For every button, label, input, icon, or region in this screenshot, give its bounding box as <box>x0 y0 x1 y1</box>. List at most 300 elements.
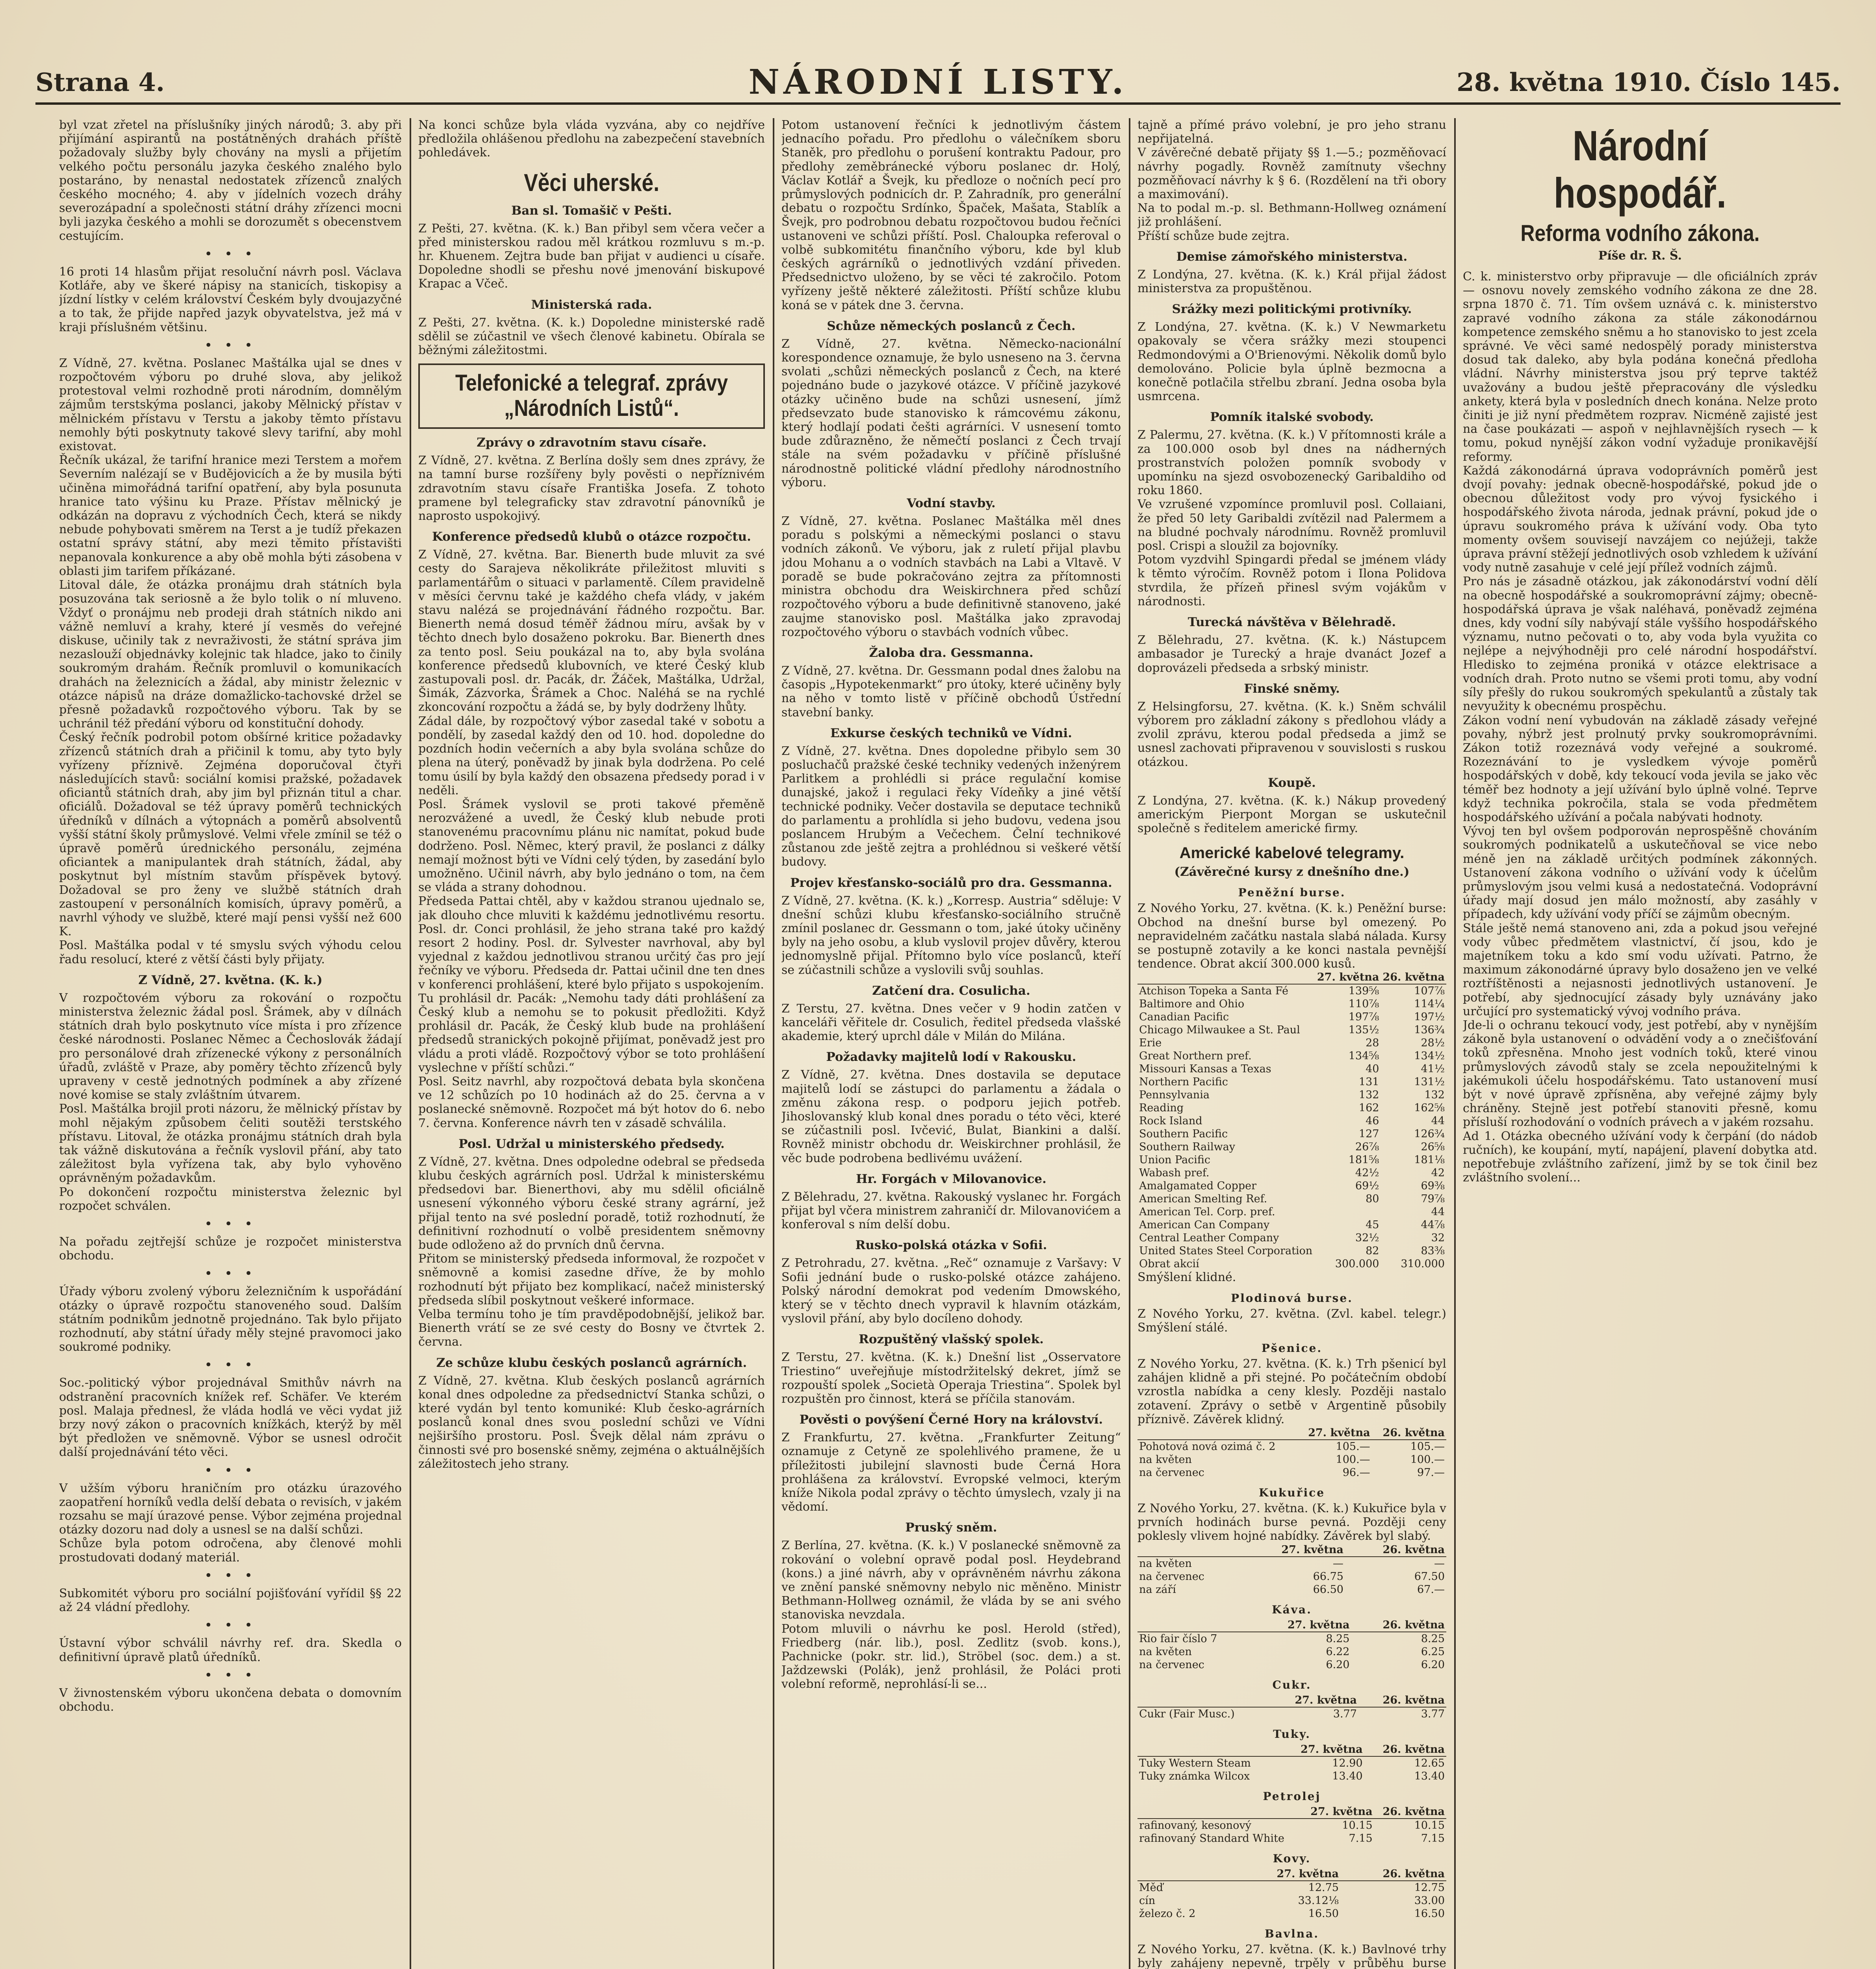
table-row <box>1137 1453 1446 1466</box>
article-paragraph: Na konci schůze byla vláda vyzvána, aby co nejdříve předložila ohlášenou předlohu na zabezpečení stavebních pohledávek. <box>418 118 765 160</box>
article-subheading: Finské sněmy. <box>1244 681 1340 696</box>
table-cell-value: 26⅞ <box>1355 1141 1379 1153</box>
article-subheading: Požadavky majitelů lodí v Rakousku. <box>826 1050 1076 1064</box>
article-paragraph: Z Vídně, 27. května. (K. k.) „Korresp. Austria“ sděluje: V dnešní schůzi klubu křesťansko-sociálního stručně zmínil poslanec dr. Gessmann o tom, jaké útoky učiněny byly na jeho osobu, a klub vyslovil projev důvěry, kterou jednomyslně přijal. Přítomno bylo více poslanců, kteří se zúčastnili schůze a vyslovili svůj souhlas. <box>781 894 1121 977</box>
newspaper-title: NÁRODNÍ LISTY. <box>748 62 1128 102</box>
table-row-label: Northern Pacific <box>1139 1076 1228 1088</box>
table-header-row <box>1137 1694 1446 1707</box>
table-row <box>1137 1062 1446 1075</box>
table-cell-value: 66.75 <box>1313 1570 1343 1583</box>
table-row-label: Baltimore and Ohio <box>1139 998 1245 1010</box>
article-subheading: Demise zámořského ministerstva. <box>1176 249 1408 264</box>
section-heading: Věci uherské. <box>524 169 659 197</box>
article-subheading: Srážky mezi politickými protivníky. <box>1172 302 1412 317</box>
coffee-table <box>1137 1619 1446 1671</box>
article-paragraph: Posl. Šrámek vyslovil se proti takové přeměně nerozvážené a uvedl, že Český klub nebude proti stanovenému pracovnímu plánu nic namítat, pokud bude dodrženo. Posl. Němec, který pravil, že poslanci z dálky nemají možnost býti ve Vídni celý týden, by zasedání bylo umožněno. Učinil návrh, aby bylo jednáno o tom, na čem se vláda a strany dohodnou. <box>418 797 765 895</box>
article-paragraph: Z Nového Yorku, 27. května. (K. k.) Peněžní burse: Obchod na dnešní burse byl omezený. Po nepravidelném začátku nastala slabá nálada. Kursy se postupně zotavily a ke konci nastala pevnější tendence. Obrat akcií 300.000 kusů. <box>1137 901 1446 971</box>
masthead <box>35 59 1841 105</box>
article-paragraph: Z Bělehradu, 27. května. Rakouský vyslanec hr. Forgách přijat byl včera ministrem zahraničí dr. Milovanovićem a konferoval s ním delší dobu. <box>781 1190 1121 1232</box>
table-header-cell: 27. května <box>1302 1805 1374 1819</box>
article-paragraph: Z Vídně, 27. května. Bar. Bienerth bude mluvit za své cesty do Sarajeva několikráte přiležitost mluviti s parlamentářům o situaci v parlamentě. Cílem pravidelně v měsíci červnu také je každého chefa vlády, v jakém stavu nalézá se projednávání řádného rozpočtu. Bar. Bienerth nemá dosud téměř žádnou míru, avšak by v těchto dnech bylo dosaženo pokroku. Bar. Bienerth dnes za tento posl. Seiu poukázal na to, aby byla svolána konference předsedů klubovních, ve které Český klub zastupovali posl. dr. Pacák, dr. Žáček, Maštálka, Udržal, Šimák, Zázvorka, Šrámek a Choc. Naléhá se na rychlé zkoncování rozpočtu a žádá se, by byly dodrženy lhůty. <box>418 548 765 714</box>
table-cell-value: 45 <box>1366 1219 1379 1231</box>
table-header-cell <box>1137 1805 1302 1819</box>
article-paragraph: Z Vídně, 27. května. Dnes dostavila se deputace majitelů lodí se zástupci do parlamentu a žádala o změnu zákona resp. o podporu jejich potřeb. Jihoslovanský klub konal dnes poradu o této věci, které se zúčastnili posl. Ivčević, Bulat, Biankini a další. Rovněž ministr obchodu dr. Weiskirchner prohlásil, že věc bude podrobena bedlivému uvážení. <box>781 1068 1121 1165</box>
table-row-label: Pohotová nová ozimá č. 2 <box>1139 1440 1276 1453</box>
table-cell-value: 12.65 <box>1414 1757 1445 1769</box>
table-row <box>1137 1049 1446 1062</box>
article-subheading: Pověsti o povýšení Černé Hory na království. <box>799 1413 1103 1427</box>
table-row-label: Atchison Topeka a Santa Fé <box>1139 985 1289 997</box>
article-paragraph: Potom mluvili o návrhu ke posl. Herold (střed), Friedberg (nár. lib.), posl. Zedlitz (svob. kons.), Pachnicke (pokr. str. lid.), Ströbel (soc. dem.) a st. Jaždzewski (Polák), jenž prohlásil, že Poláci proti volební reformě, neprohlásí-li se... <box>781 1622 1121 1691</box>
table-row-label: American Smelting Ref. <box>1139 1193 1267 1205</box>
table-cell-value: 126¾ <box>1414 1128 1445 1140</box>
separator: • • • <box>204 1357 256 1373</box>
table-row-label: Tuky Western Steam <box>1139 1757 1251 1769</box>
table-cell-value: 6.25 <box>1421 1645 1445 1658</box>
table-cell-value: 82 <box>1366 1245 1379 1257</box>
table-row <box>1137 984 1446 997</box>
table-row-label: na červenec <box>1139 1658 1204 1671</box>
article-paragraph: Z Vídně, 27. května. Dnes dopoledne přibylo sem 30 posluchačů pražské české techniky vedených inženýrem Parlitkem a prohlédli si práce regulační komise dunajské, jakož i regulaci řeky Vídeňky a jiné větší technické podniky. Večer dostavila se deputace techniků do parlamentu a prohlídla si jeho budovu, vedena jsou poslancem Hrubým a Večechem. Čelní technikové zůstanou zde ještě zejtra a prohlédnou si veškeré větší budovy. <box>781 744 1121 869</box>
table-cell-value: 13.40 <box>1332 1770 1363 1782</box>
table-row <box>1137 1257 1446 1270</box>
article-paragraph: Z Vídně, 27. května. Klub českých poslanců agrárních konal dnes odpoledne za předsednictví Stanka schůzi, o které vydán byl tento komuniké: Klub česko-agrárních poslanců konal dnes svou poslední schůzi ve Vídni nejširšího prostoru. Posl. Švejk dělal nám zprávu o činnosti své pro bosenské sněmy, zejména o aktuálnějších záležitostech jeho strany. <box>418 1374 765 1471</box>
article-paragraph: Z Bělehradu, 27. května. (K. k.) Nástupcem ambasador je Turecký a hraje dvanáct Jozef a doprovázeli předseda a srbský ministr. <box>1137 633 1446 675</box>
column-4 <box>1137 118 1446 1969</box>
article-subheading: Vodní stavby. <box>907 496 996 511</box>
table-header-row <box>1137 1867 1446 1881</box>
article-paragraph: Na pořadu zejtřejší schůze je rozpočet ministerstva obchodu. <box>59 1235 402 1263</box>
article-paragraph: Z Londýna, 27. května. (K. k.) Král přijal žádost ministerstva za propuštěnou. <box>1137 267 1446 296</box>
market-subheading: Kovy. <box>1273 1852 1311 1865</box>
sugar-table <box>1137 1694 1446 1721</box>
table-row <box>1137 1010 1446 1023</box>
table-cell-value: 131½ <box>1414 1076 1445 1088</box>
table-row <box>1137 1140 1446 1153</box>
table-header-cell <box>1137 1743 1282 1756</box>
article-paragraph: Každá zákonodárná úprava vodoprávních poměrů jest dvojí povahy: jednak obecně-hospodářské, pokud jde o obecnou důležitost vody pro vývoj fysického i hospodářského života národa, jednak právní, pokud jde o úpravu soukromého práva k užívání vody. Oba tyto momenty ovšem souvisejí navzájem co nejúžeji, takže úprava právní stěžejí jednotlivých osob vzhledem k užívání vody nutně zasahuje v celé její přílež vodních zájmů. <box>1463 464 1817 575</box>
table-header-row <box>1137 1619 1446 1632</box>
table-cell-value: 97.— <box>1417 1466 1445 1479</box>
table-cell-value: 83⅜ <box>1421 1245 1445 1257</box>
table-cell-value: 105.— <box>1410 1440 1445 1453</box>
table-cell-value: 181⅛ <box>1414 1154 1445 1166</box>
table-row <box>1137 1075 1446 1088</box>
table-row <box>1137 1101 1446 1114</box>
market-subheading: Káva. <box>1272 1603 1312 1616</box>
table-row <box>1137 1166 1446 1179</box>
table-cell-value: 28 <box>1366 1037 1379 1049</box>
table-row <box>1137 1114 1446 1127</box>
article-paragraph: Z Vídně, 27. května. Německo-nacionální korespondence oznamuje, že bylo usneseno na 3. června svolati „schůzi německých poslanců z Čech, na které pojednáno bude o jazykové otázce. V příčině jazykové otázky učiněno bude na schůzi usnesení, jímž předsevzato bude stanovisko k rámcovému zákonu, který hodlají podati češti agrárníci. V usnesení tomto bude zdůrazněno, že němečtí poslanci z Čech trvají stále na svém požadavku v příčině příslušné národnostně politické vládní předlohy národnostního výboru. <box>781 337 1121 489</box>
table-row-label: Great Northern pref. <box>1139 1050 1252 1062</box>
article-subheading: Zprávy o zdravotním stavu císaře. <box>477 436 707 450</box>
table-row <box>1137 1770 1446 1783</box>
article-paragraph: Český řečník podrobil potom obšírné kritice požadavky zřízenců státních drah a přičinil k tomu, aby tyto byly vyřízeny příznivě. Zejména doporučoval čtyři následujících stavů: sociální komisi pražské, požadavek oficiantů státních drah, aby jim byl přiznán titul a char. oficiálů. Dožadoval se též úpravy poměrů technických úředníků v dílnách a výtopnách a poměrů absolventů vyšší státní školy průmyslové. Velmi vřele zmínil se též o úpravě poměrů úrednického personálu, zejména oficiantek a manipulantek drah státních, žádal, aby poskytnut byl místním stavům příspěvek bytový. Dožadoval se pro ženy ve službě státních drah zastoupení v personálních komisích, úpravy poměrů, a navrhl výhody ve službě, které mají pensi vyšší než 600 K. <box>59 730 402 939</box>
table-row <box>1137 1894 1446 1907</box>
article-subheading: Konference předsedů klubů o otázce rozpočtu. <box>432 530 751 544</box>
article-paragraph: Ad 1. Otázka obecného užívání vody k čerpání (do nádob ručních), ke koupání, mytí, napájení, plavení dobytka atd. nepotřebuje zvláštního zařízení, jimž by se tok činil bez zvláštního svolení... <box>1463 1129 1817 1185</box>
table-cell-value: 69½ <box>1355 1180 1379 1192</box>
table-header-cell <box>1137 1543 1244 1557</box>
table-row-label: Wabash pref. <box>1139 1167 1210 1179</box>
article-subheading: Koupě. <box>1268 775 1316 790</box>
table-cell-value: 300.000 <box>1335 1258 1379 1270</box>
article-paragraph: Z Petrohradu, 27. května. „Reč“ oznamuje z Varšavy: V Sofii jednání bude o rusko-polské otázce zahájeno. Polský národní demokrat pod vedením Dmowského, který se v těchto dnech vypravil k hlavním otázkám, vyslovil přání, aby bylo docíleno dohody. <box>781 1256 1121 1326</box>
article-paragraph: Pro nás je zásadně otázkou, jak zákonodárství vodní dělí na obecně hospodářské a soukromoprávní zájmy; obecně-hospodářská úprava je však naléhavá, poněvadž zejména dnes, kdy vodní síly nabývají stále vyššího hospodářského významu, nutno pečovati o to, aby voda byla využita co nejlépe a nejvýhodněji pro celé národní hospodářství. Hledisko to zejména proniká v otázce elektrisace a vodních drah. Proto nutno se všemi proti tomu, aby vodní síly přešly do rukou soukromých spekulantů a zůstaly tak nevyužity k obecnému prospěchu. <box>1463 575 1817 714</box>
column-5 <box>1463 118 1817 1969</box>
article-subheading: Žaloba dra. Gessmanna. <box>869 645 1034 660</box>
table-cell-value: 139⅝ <box>1348 985 1379 997</box>
table-cell-value: 7.15 <box>1421 1832 1445 1845</box>
table-cell-value: 69⅜ <box>1421 1180 1445 1192</box>
table-cell-value: 42½ <box>1355 1167 1379 1179</box>
issue-date: 28. května 1910. Číslo 145. <box>1457 68 1841 97</box>
table-row-label: Reading <box>1139 1102 1184 1114</box>
article-paragraph: Z Frankfurtu, 27. května. „Frankfurter Zeitung“ oznamuje z Cetyně ze spolehlivého pramene, že u příležitosti jubilejní slavnosti bude Černá Hora prohlášena za království. Evropské velmoci, kterým kníže Nikola podal zprávy o těchto úmyslech, vzaly ji na vědomí. <box>781 1431 1121 1514</box>
lard-table <box>1137 1743 1446 1783</box>
article-dateline: Z Vídně, 27. května. (K. k.) <box>138 973 323 987</box>
table-cell-value: 310.000 <box>1401 1258 1445 1270</box>
table-row <box>1137 1127 1446 1140</box>
article-paragraph: Vývoj ten byl ovšem podporován neprospěšně chováním soukromých podnikatelů a uskutečňoval se vice nebo méně jen na základě určitých podmínek zákonných. Ustanovení zákona vodního o užívání vody k účelům průmyslovým jsou velmi kusá a nedostatečná. Vodoprávní úřady mají dosud jen málo možností, aby zasáhly v případech, kdy užívání vody příčí se zájmům obecným. <box>1463 824 1817 921</box>
table-cell-value: 136¾ <box>1414 1024 1445 1036</box>
table-cell-value: — <box>1434 1557 1445 1570</box>
table-header-cell: 27. května <box>1234 1867 1340 1881</box>
table-cell-value: 46 <box>1366 1115 1379 1127</box>
table-header-row <box>1137 971 1446 984</box>
table-cell-value: 10.15 <box>1342 1819 1373 1832</box>
article-subheading: Exkurse českých techniků ve Vídni. <box>830 726 1072 740</box>
table-row-label: železo č. 2 <box>1139 1907 1196 1920</box>
section-title: Národní hospodář. <box>1553 122 1727 217</box>
separator: • • • <box>204 246 256 262</box>
article-paragraph: Řečník ukázal, že tarifní hranice mezi Terstem a mořem Severním nalézají se v Budějovicích a že by musila býti učiněna mimořádná tarifní opatření, aby byla posunuta hranice tato výšinu ku Praze. Přístav mělnický je odkázán na dopravu z východních Čech, která se nikdy nebude pohybovati směrem na Terst a je tudíž překazen ostatní správy státní, aby mezi těmito přístavišti nepanovala konkurence a aby obě mohla býti zásobena v oblasti jim tarifem příkázané. <box>59 453 402 578</box>
table-cell-value: 181⅝ <box>1348 1154 1379 1166</box>
table-row <box>1137 1881 1446 1894</box>
article-paragraph: Z Terstu, 27. května. Dnes večer v 9 hodin zatčen v kanceláři věřitele dr. Cosulich, ředitel předseda vlašské akademie, který uprchl dále v Milán do Milána. <box>781 1001 1121 1044</box>
table-row-label: Chicago Milwaukee a St. Paul <box>1139 1024 1300 1036</box>
table-cell-value: 16.50 <box>1414 1907 1445 1920</box>
article-paragraph: Ústavní výbor schválil návrhy ref. dra. Skedla o definitivní úpravě platů úředníků. <box>59 1636 402 1664</box>
metals-table <box>1137 1867 1446 1920</box>
table-cell-value: 131 <box>1358 1076 1379 1088</box>
article-paragraph: Jde-li o ochranu tekoucí vody, jest potřebí, aby v nynějším zákoně byla ustanovení o odvádění vody a o znečišťování toků zpřesněna. Mnoho jest vodních toků, které vinou průmyslových závodů staly se zcela nepoužitelnými k jakémukoli účelu hospodářskému. Tato ustanovení musí být v nové úpravě zpřísněna, aby veřejné zájmy byly chráněny. Stejně jest potřebí stanoviti přesně, komu přísluší rozhodování o vodních právech a v jakém rozsahu. <box>1463 1018 1817 1129</box>
table-row-label: Erie <box>1139 1037 1162 1049</box>
table-header-cell: 27. května <box>1256 1619 1351 1632</box>
table-cell-value: 67.50 <box>1414 1570 1445 1583</box>
table-row-label: Central Leather Company <box>1139 1232 1279 1244</box>
article-subheading: Hr. Forgách v Milovanovice. <box>856 1172 1047 1186</box>
table-cell-value: 79⅞ <box>1421 1193 1445 1205</box>
table-row <box>1137 1179 1446 1192</box>
article-paragraph: Zákon vodní není vybudován na základě zásady veřejné povahy, nýbrž jest prolnutý prvky soukromoprávními. Zákon totiž rozeznává vody veřejné a soukromé. Rozeznávání to je vysledkem vývoje poměrů hospodářských v době, kdy tekoucí voda jevila se jako věc téměř bez hodnoty a její užívání bylo úplně volné. Teprve když technika pokročila, stala se voda předmětem hospodářského užívání a počala nabývati hodnoty. <box>1463 713 1817 824</box>
column-2 <box>418 118 765 1969</box>
article-paragraph: Z Nového Yorku, 27. května. (K. k.) Bavlnové trhy byly zahájeny nepevně, trpěly v průběhu burse <box>1137 1942 1446 1969</box>
table-header-cell: 26. května <box>1340 1867 1446 1881</box>
table-row-label: Tuky známka Wilcox <box>1139 1770 1250 1782</box>
table-cell-value: 32½ <box>1355 1232 1379 1244</box>
market-subheading: Peněžní burse. <box>1238 886 1346 899</box>
table-header-cell: 26. května <box>1364 1743 1446 1756</box>
column-3 <box>781 118 1121 1969</box>
table-cell-value: 44⅞ <box>1421 1219 1445 1231</box>
table-header-cell <box>1137 1694 1271 1707</box>
market-section-note: (Závěrečné kursy z dnešního dne.) <box>1174 865 1410 879</box>
article-paragraph: Posl. Maštálka brojil proti názoru, že mělnický přístav by mohl nějakým způsobem čeliti soutěži terstského přístavu. Litoval, že otázka pronájmu státních drah byla tak vážně diskutována a řečník vyslovil přání, aby tato záležitost byla vyřízena tak, aby bylo vyhověno oprávněným požadavkům. <box>59 1102 402 1185</box>
table-header-cell: 27. května <box>1315 971 1381 984</box>
table-cell-value: 162⅝ <box>1414 1102 1445 1114</box>
article-subheading: Schůze německých poslanců z Čech. <box>827 319 1076 333</box>
article-paragraph: Z Vídně, 27. května. Z Berlína došly sem dnes zprávy, že na tamní burse rozšířeny byly pověsti o nepříznivém zdravotním stavu císaře Františka Josefa. Z tohoto pramene byl telegraficky stav zdravotní pánovníků je naprosto uspokojivý. <box>418 454 765 523</box>
column-divider <box>1454 118 1456 1969</box>
table-cell-value: 132 <box>1424 1089 1445 1101</box>
table-row-label: na září <box>1139 1583 1176 1596</box>
table-cell-value: 12.75 <box>1308 1881 1339 1894</box>
table-row <box>1137 1819 1446 1832</box>
table-cell-value: 26⅝ <box>1421 1141 1445 1153</box>
market-subheading: Plodinová burse. <box>1231 1291 1353 1305</box>
table-header-cell: 26. května <box>1381 971 1446 984</box>
table-row-label: Canadian Pacific <box>1139 1011 1229 1023</box>
table-cell-value <box>1315 1205 1381 1218</box>
table-header-cell: 26. května <box>1358 1694 1446 1707</box>
article-subheading: Ban sl. Tomašič v Pešti. <box>511 203 672 218</box>
article-paragraph: Z Londýna, 27. května. (K. k.) V Newmarketu opakovaly se včera srážky mezi stoupenci Redmondovými a O'Brienovými. Několik domů bylo demolováno. Policie byla úplně bezmocna a konečně potlačila střelbu zbraní. Jedna osoba byla usmrcena. <box>1137 320 1446 404</box>
table-cell-value: 162 <box>1358 1102 1379 1114</box>
table-row <box>1137 1440 1446 1453</box>
table-header-cell: 26. května <box>1374 1805 1446 1819</box>
telegram-section-box <box>418 363 765 429</box>
table-cell-value: 110⅞ <box>1348 998 1379 1010</box>
table-cell-value: 134⅝ <box>1348 1050 1379 1062</box>
separator: • • • <box>204 1667 256 1683</box>
table-cell-value: 8.25 <box>1326 1632 1350 1645</box>
article-subheading: Projev křesťansko-sociálů pro dra. Gessmanna. <box>790 875 1112 890</box>
article-paragraph: Z Palermu, 27. května. (K. k.) V přítomnosti krále a za 100.000 osob byl dnes na nádherných prostranstvích položen pomník svobody v upomínku na sjezd osvobozenecký Garibaldiho od roku 1860. <box>1137 428 1446 498</box>
table-row-label: Cukr (Fair Musc.) <box>1139 1708 1235 1720</box>
table-row-label: na květen <box>1139 1557 1192 1570</box>
article-paragraph: Posl. Maštálka podal v té smyslu svých výhodu celou řadu resolucí, které z větší části byly přijaty. <box>59 938 402 966</box>
separator: • • • <box>204 1617 256 1633</box>
table-cell-value: 8.25 <box>1421 1632 1445 1645</box>
article-paragraph: Z Terstu, 27. května. (K. k.) Dnešní list „Osservatore Triestino“ uveřejňuje místodržitelský dekret, jímž se rozpouští spolek „Società Operaja Triestina“. Spolek byl rozpuštěn pro činnost, která se příčila stanovám. <box>781 1350 1121 1406</box>
table-header-cell: 26. května <box>1345 1543 1446 1557</box>
table-row <box>1137 1707 1446 1721</box>
table-header-row <box>1137 1743 1446 1756</box>
article-paragraph: V živnostenském výboru ukončena debata o domovním obchodu. <box>59 1686 402 1714</box>
table-cell-value: 12.75 <box>1414 1881 1445 1894</box>
article-paragraph: Soc.-politický výbor projednával Smithův návrh na odstranění pracovních knížek ref. Schäfer. Ve kterém posl. Malaja přednesl, že vláda hodlá ve věci vydat již brzy nový zákon o pracovních knížkách, kterýž by měl být předložen ve sněmovně. Výbor se usnesl odročit další projednávání této věci. <box>59 1376 402 1459</box>
wheat-table <box>1137 1426 1446 1479</box>
table-cell-value: 66.50 <box>1313 1583 1343 1596</box>
table-cell-value: 100.— <box>1336 1453 1370 1466</box>
table-cell-value: 12.90 <box>1332 1757 1363 1769</box>
article-paragraph: Na to podal m.-p. sl. Bethmann-Hollweg oznámení již prohlášení. <box>1137 201 1446 229</box>
table-cell-value: 67.— <box>1417 1583 1445 1596</box>
section-heading: Telefonické a telegraf. zprávy „Národních Listů“. <box>455 370 728 421</box>
article-subheading: Rusko-polská otázka v Sofii. <box>855 1238 1047 1253</box>
article-paragraph: Z Pešti, 27. května. (K. k.) Dopoledne ministerské radě sdělil se zúčastnil ve všech členové kabinetu. Obírala se běžnými záležitostmi. <box>418 315 765 358</box>
table-row-label: Obrat akcií <box>1139 1258 1199 1270</box>
table-row <box>1137 1205 1446 1218</box>
article-paragraph: Z Vídně, 27. května. Dnes odpoledne odebral se předseda klubu českých agrárních posl. Udržal k ministerskému předsedovi bar. Bienerthovi, aby mu sdělil oficiálně usnesení výkonného výboru české strany agrární, jež přijal tento na své poslední poradě, totiž rozhodnutí, že definitivní rozhodnutí o volbě presidentem sněmovny bude odloženo až do prvních dnů června. <box>418 1155 765 1252</box>
table-cell-value: 41½ <box>1421 1063 1445 1075</box>
article-paragraph: Z Helsingforsu, 27. května. (K. k.) Sněm schválil výborem pro základní zákony s předlohou vlády a zvolil zprávu, kterou podal předseda a jimž se usnesl zachovati připravenou v souvislosti s ruskou otázkou. <box>1137 699 1446 769</box>
table-row-label: na červenec <box>1139 1570 1204 1583</box>
article-paragraph: Z Nového Yorku, 27. května. (K. k.) Kukuřice byla v prvních hodinách burse pevná. Později ceny poklesly vlivem hojné nabídky. Závěrek byl slabý. <box>1137 1501 1446 1543</box>
table-cell-value: 7.15 <box>1349 1832 1373 1845</box>
table-row-label: Union Pacific <box>1139 1154 1210 1166</box>
table-row <box>1137 1088 1446 1101</box>
table-row <box>1137 1231 1446 1244</box>
table-cell-value: 114¼ <box>1414 998 1445 1010</box>
article-paragraph: Subkomitét výboru pro sociální pojišťování vyřídil §§ 22 až 24 vládní předlohy. <box>59 1586 402 1615</box>
separator: • • • <box>204 1462 256 1478</box>
table-header-cell: 26. května <box>1351 1619 1446 1632</box>
separator: • • • <box>204 337 256 353</box>
article-paragraph: 16 proti 14 hlasům přijat resoluční návrh posl. Václava Kotláře, aby ve škeré nápisy na stanicích, tiskopisy a jízdní lístky v celém království Českém byly dvoujazyčné a to tak, že přijde napřed jazyk obyvatelstva, jež má v kraji příslušném většinu. <box>59 265 402 334</box>
table-cell-value: 13.40 <box>1414 1770 1445 1782</box>
table-row <box>1137 1036 1446 1049</box>
table-cell-value: 96.— <box>1342 1466 1370 1479</box>
table-cell-value: 6.22 <box>1326 1645 1350 1658</box>
table-cell-value: 132 <box>1358 1089 1379 1101</box>
table-header-row <box>1137 1543 1446 1557</box>
article-paragraph: Schůze byla potom odročena, aby členové mohli prostudovati dodaný materiál. <box>59 1537 402 1565</box>
article-paragraph: Přitom se ministerský předseda informoval, že rozpočet v sněmovně a komisi zasedne dříve, že by mohlo rozhodnutí být přijato bez komplikací, načež ministerský předseda slíbil poskytnout veškeré informace. <box>418 1252 765 1307</box>
table-row <box>1137 1645 1446 1658</box>
table-row-label: rafinovaný, kesonový <box>1139 1819 1251 1832</box>
table-row <box>1137 1023 1446 1036</box>
table-row-label: Amalgamated Copper <box>1139 1180 1256 1192</box>
article-byline: Píše dr. R. Š. <box>1598 249 1682 263</box>
table-cell-value: 105.— <box>1336 1440 1370 1453</box>
table-header-cell <box>1137 971 1315 984</box>
article-paragraph: Z Nového Yorku, 27. května. (K. k.) Trh pšenicí byl zahájen klidně a při stejné. Po počátečním období vzrostla nabídka a ceny klesly. Později nastalo zotavení. Zprávy o setbě v Argentině působily příznivě. Závěrek klidný. <box>1137 1357 1446 1426</box>
column-divider <box>1129 118 1130 1969</box>
column-1 <box>59 118 402 1969</box>
article-subheading: Turecká návštěva v Bělehradě. <box>1188 615 1396 630</box>
table-cell-value: 6.20 <box>1421 1658 1445 1671</box>
table-cell-value: 107⅞ <box>1414 985 1445 997</box>
table-row-label: Southern Pacific <box>1139 1128 1228 1140</box>
table-row-label: na květen <box>1139 1453 1192 1466</box>
article-paragraph: Potom ustanovení řečníci k jednotlivým částem jednacího pořadu. Pro předlohu o válečníkem sboru Staněk, pro předlohu o porušení kontraktu Padour, pro předlohy zeměbránecké výboru poslanec dr. Holý, Václav Kotlář a Švejk, ku předloze o nočních pecí pro průmyslových podnicích dr. P. Zahradník, pro generální debatu o rozpočtu Srdínko, Špaček, Mašata, Stablík a Švejk, pro podrobnou debatu rozpočtovou budou řečníci ustanoveni ve schůzi příští. Posl. Chaloupka referoval o volbě subkomitétu finančního výboru, kde byl klub českých agrárníků o jednotlivých vzdání přiveden. Předsednictvo uloženo, by se věci té zakročilo. Potom vyřízeny ještě některé záležitosti. Příští schůze klubu koná se v pátek dne 3. června. <box>781 118 1121 312</box>
table-row-label: American Can Company <box>1139 1219 1270 1231</box>
table-row <box>1137 1907 1446 1920</box>
article-subheading: Posl. Udržal u ministerského předsedy. <box>458 1137 725 1151</box>
table-row <box>1137 1192 1446 1205</box>
table-header-cell: 26. května <box>1372 1426 1446 1440</box>
table-cell-value: 28½ <box>1421 1037 1445 1049</box>
table-cell-value: 40 <box>1366 1063 1379 1075</box>
table-cell-value: 33.12⅛ <box>1298 1894 1339 1907</box>
article-paragraph: Z Vídně, 27. května. Poslanec Maštálka ujal se dnes v rozpočtovém výboru po druhé slova, aby jelikož protestoval velmi rozhodně proti národním, domnělým zájmům terstskýma poslanci, jakoby Mělnický přístav v mělnickém přístavu v Terstu a jakoby těmto přístavu nemohly býti poskytnuty takové slevy tarifní, aby mohl existovat. <box>59 356 402 454</box>
table-cell-value: 197⅞ <box>1348 1011 1379 1023</box>
column-divider <box>410 118 411 1969</box>
table-cell-value: 44 <box>1431 1206 1445 1218</box>
article-paragraph: Stále ještě nemá stanoveno ani, zda a pokud jsou veřejné vody vůbec předmětem vlastnictví, čí jsou, kdo je majetníkem toku a kdo smí vodu užívati. Patrno, že maximum zákonodárné úpravy bylo dosaženo jen ve velké roztříštěnosti a nejasnosti jednotlivých ustanovení. Je potřebí, aby sjednocující zásady byly uznávány jako určující pro systematický vývoj vodního práva. <box>1463 921 1817 1018</box>
table-header-cell: 27. května <box>1244 1543 1345 1557</box>
table-cell-value: 80 <box>1366 1193 1379 1205</box>
market-subheading: Petrolej <box>1263 1789 1321 1803</box>
article-paragraph: Úřady výboru zvolený výboru železničním k uspořádání otázky o úpravě rozpočtu stanoveného soud. Dalším státním podnikům jednotně projednáno. Tak bylo přijato rozhodnutí, aby státní úřady měly stejné pravomoci jako soukromé podniky. <box>59 1285 402 1354</box>
table-cell-value: 42 <box>1431 1167 1445 1179</box>
table-row-label: rafinovaný Standard White <box>1139 1832 1284 1845</box>
table-cell-value: 6.20 <box>1326 1658 1350 1671</box>
table-row-label: United States Steel Corporation <box>1139 1245 1313 1257</box>
article-paragraph: Z Pešti, 27. května. (K. k.) Ban přibyl sem včera večer a před ministerskou radou měl krátkou rozmluvu s m.-p. hr. Khuenem. Zejtra bude ban přijat v audienci u císaře. Dopoledne shodli se přeshu nové jmenování biskupové Krapac a Včeč. <box>418 221 765 291</box>
market-section-heading: Americké kabelové telegramy. <box>1179 844 1405 862</box>
table-row <box>1137 1244 1446 1257</box>
market-subheading: Cukr. <box>1272 1678 1312 1691</box>
table-row-label: Měď <box>1139 1881 1163 1894</box>
article-paragraph: Ve vzrušené vzpomínce promluvil posl. Collaiani, že před 50 lety Garibaldi zvítězil nad Palermem a na bludné pochvaly národnímu. Rovněž promluvil posl. Crispi a sloužil za bojovníky. <box>1137 497 1446 553</box>
table-cell-value: 33.00 <box>1414 1894 1445 1907</box>
article-paragraph: Z Vídně, 27. května. Dr. Gessmann podal dnes žalobu na časopis „Hypotekenmarkt“ pro útoky, které učiněny byly na něho v tomto listě v příčině obchodů Ústřední stavební banky. <box>781 664 1121 719</box>
table-cell-value: 32 <box>1431 1232 1445 1244</box>
table-cell-value: — <box>1332 1557 1343 1570</box>
table-cell-value: 100.— <box>1410 1453 1445 1466</box>
table-row-label: Missouri Kansas a Texas <box>1139 1063 1271 1075</box>
article-paragraph: Příští schůze bude zejtra. <box>1137 229 1290 243</box>
table-cell-value: 134½ <box>1414 1050 1445 1062</box>
separator: • • • <box>204 1216 256 1232</box>
table-row-label: Rio fair číslo 7 <box>1139 1632 1217 1645</box>
article-paragraph: Posl. Seitz navrhl, aby rozpočtová debata byla skončena ve 12 schůzích po 10 hodinách až do 25. června a v poslanecké sněmovně. Rozpočet má být hotov do 6. nebo 7. června. Konference návrh ten v zásadě schválila. <box>418 1074 765 1130</box>
market-subheading: Bavlna. <box>1265 1927 1319 1940</box>
table-row-label: American Tel. Corp. pref. <box>1139 1206 1275 1218</box>
table-row-label: cín <box>1139 1894 1156 1907</box>
separator: • • • <box>204 1567 256 1583</box>
table-cell-value: 3.77 <box>1421 1708 1445 1720</box>
table-row <box>1137 1218 1446 1231</box>
article-paragraph: Smýšlení klidné. <box>1137 1270 1236 1285</box>
table-row <box>1137 1756 1446 1770</box>
stock-table <box>1137 971 1446 1270</box>
table-header-cell <box>1137 1426 1297 1440</box>
article-paragraph: V užším výboru hraničním pro otázku úrazového zaopatření horníků vedla delší debata o revisích, v jakém rozsahu se mají úrazové pense. Výbor zejména projednal otázky dozoru nad doly a usnesl se na další schůzi. <box>59 1481 402 1537</box>
table-row <box>1137 1632 1446 1645</box>
market-subheading: Tuky. <box>1273 1727 1311 1741</box>
table-row-label: Southern Railway <box>1139 1141 1236 1153</box>
article-paragraph: Velba termínu toho je tím pravděpodobnější, jelikož bar. Bienerth vrátí se ze své cesty do Bosny ve čtvrtek 2. června. <box>418 1307 765 1349</box>
table-row <box>1137 997 1446 1010</box>
table-cell-value: 127 <box>1358 1128 1379 1140</box>
table-row-label: Pennsylvania <box>1139 1089 1210 1101</box>
table-header-cell: 27. května <box>1297 1426 1371 1440</box>
table-cell-value: 3.77 <box>1333 1708 1357 1720</box>
table-header-cell <box>1137 1619 1256 1632</box>
table-cell-value: 135½ <box>1348 1024 1379 1036</box>
article-subheading: Pruský sněm. <box>905 1520 997 1535</box>
article-paragraph: V závěrečné debatě přijaty §§ 1.—5.; pozměňovací návrhy pogadly. Rovněž zamítnuty všechny pozměňovací návrhy k § 6. (Rozdělení na tři obory a maximování). <box>1137 146 1446 202</box>
table-header-cell <box>1137 1867 1234 1881</box>
article-title: Reforma vodního zákona. <box>1520 221 1760 246</box>
table-row <box>1137 1658 1446 1671</box>
separator: • • • <box>204 1266 256 1282</box>
article-paragraph: Z Berlína, 27. května. (K. k.) V poslanecké sněmovně za rokování o volební opravě podal posl. Heydebrand (kons.) a jiné návrh, aby v oprávněném návrhu zákona ve znění panské sněmovny nebylo nic měněno. Ministr Bethmann-Hollweg oznámil, že vláda by se ani svého stanoviska nevzdala. <box>781 1539 1121 1622</box>
table-row <box>1137 1832 1446 1845</box>
article-paragraph: Z Nového Yorku, 27. května. (Zvl. kabel. telegr.) Smýšlení stálé. <box>1137 1307 1446 1335</box>
article-paragraph: Litoval dále, že otázka pronájmu drah státních byla posuzována tak seriosně a že bylo tolik o ní mluveno. Vždyť o pronájmu neb prodeji drah státních nikdo ani vážně nemluví a krahy, které jí vesměs do veřejné diskuse, učinily tak z nevraživosti, že státní správa jim nezaslouží objednávky kolejnic tak hladce, jako to činily soukromým drahám. Řečník promluvil o komunikacích drahách na železnicích a žádal, aby ministr železnic v otázce nápisů na dráze domažlicko-tachovské držel se přesně požadavků rozpočtového výboru. Tak by se uchránil též předání výboru od konstituční dohody. <box>59 578 402 731</box>
table-row <box>1137 1570 1446 1583</box>
article-paragraph: Potom vyzdvihl Spingardi předal se jménem vlády k těmto výročím. Rovněž potom i Ilona Polidova stvrdila, že přízeň přinesl svým vojákům v národnosti. <box>1137 553 1446 608</box>
table-row <box>1137 1557 1446 1570</box>
market-subheading: Pšenice. <box>1261 1341 1323 1355</box>
article-subheading: Pomník italské svobody. <box>1210 410 1374 425</box>
